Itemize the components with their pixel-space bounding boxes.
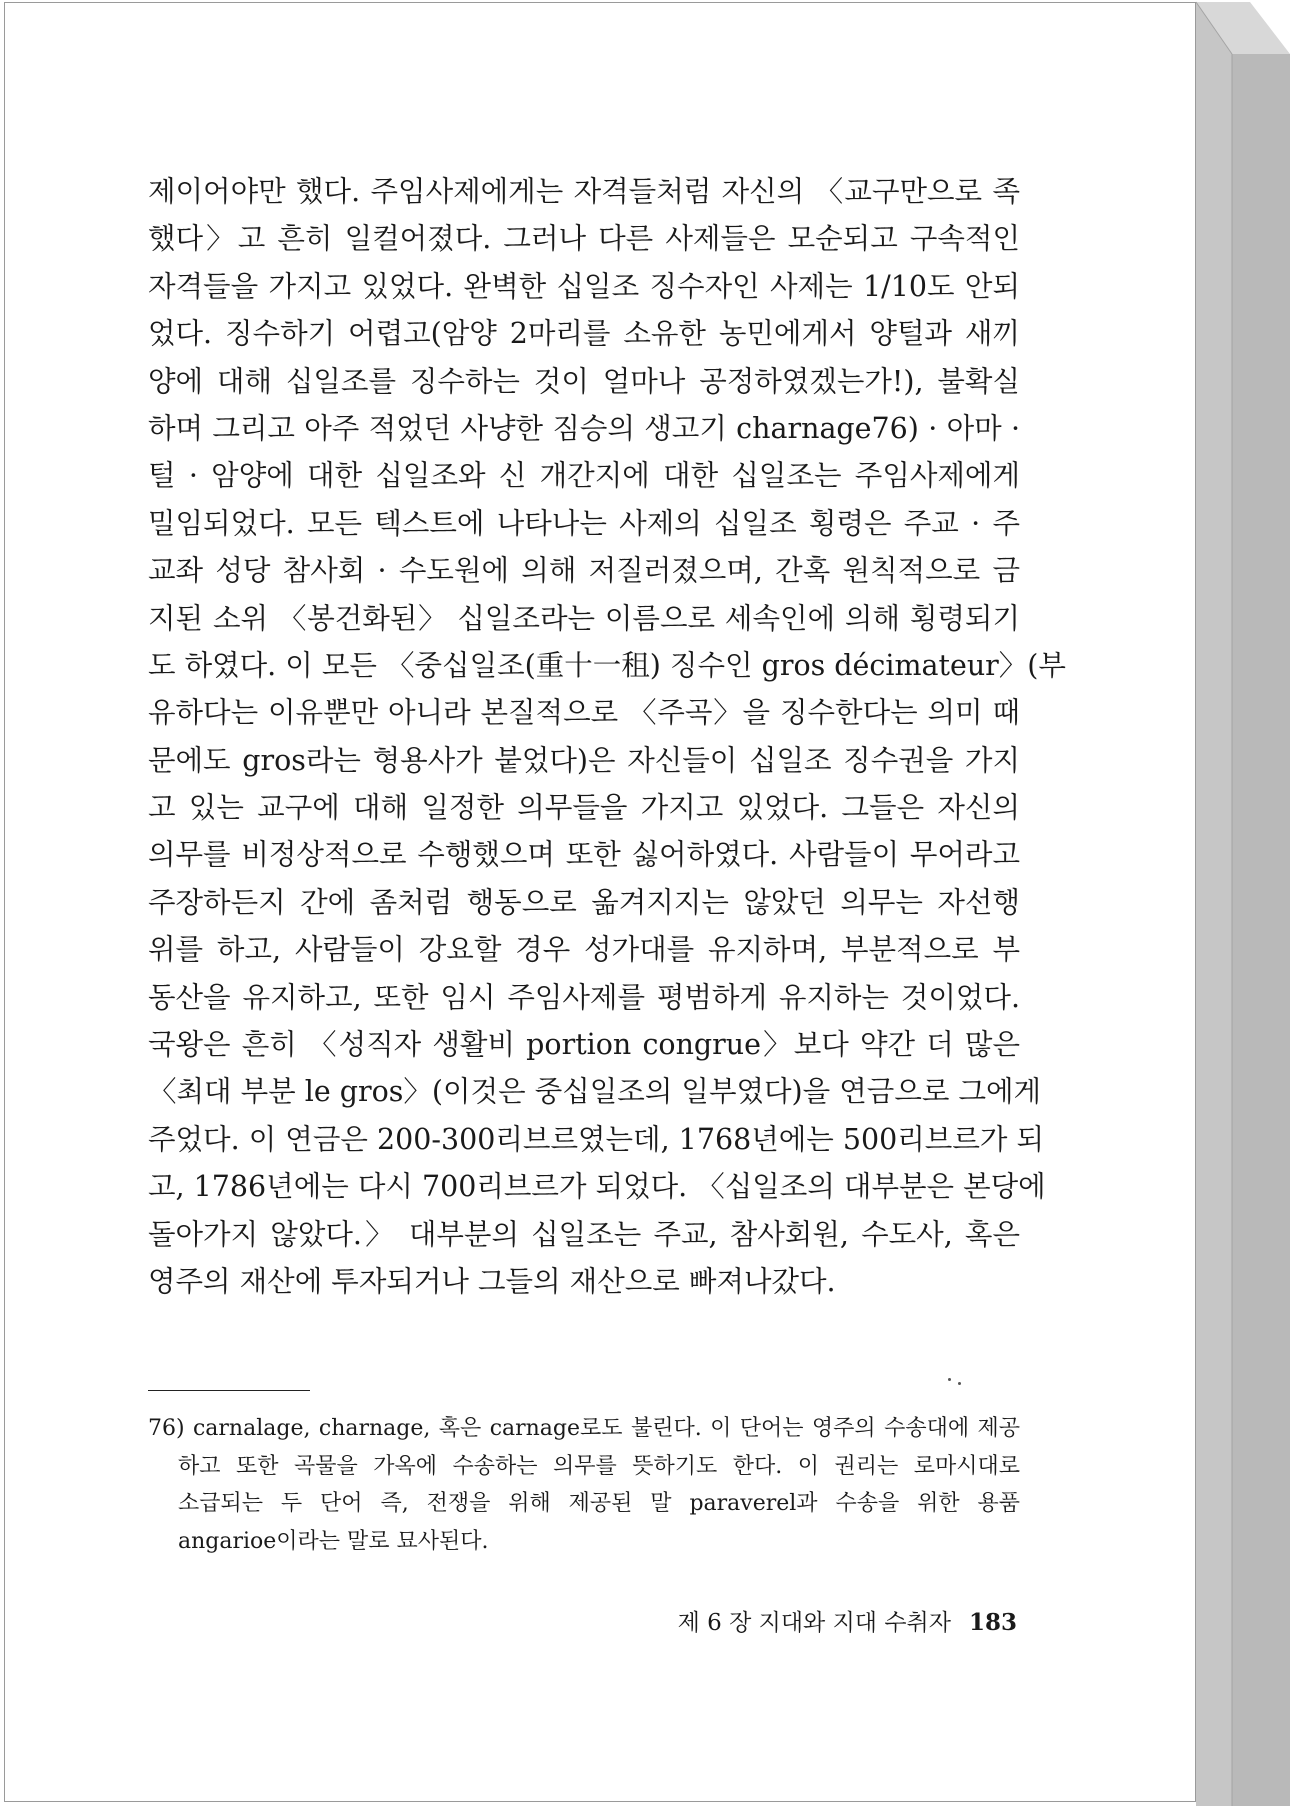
body-paragraph [148, 168, 1066, 1305]
text-line: 주었다. 이 연금은 200-300리브르였는데, 1768년에는 500리브르가 되 [148, 1122, 1044, 1156]
scan-speck [958, 1382, 961, 1385]
footnote-line: 하고 또한 곡물을 가옥에 수송하는 의무를 뜻하기도 한다. 이 권리는 로마시대로 [178, 1453, 1020, 1479]
text-line: 도 하였다. 이 모든 〈중십일조(重十一租) 징수인 gros décimateur〉(부 [148, 648, 1066, 682]
text-line: 교좌 성당 참사회 · 수도원에 의해 저질러졌으며, 간혹 원칙적으로 금 [148, 554, 1020, 588]
footnote-separator [148, 1390, 310, 1391]
footnote-line: angarioe이라는 말로 묘사된다. [178, 1528, 489, 1554]
text-line: 동산을 유지하고, 또한 임시 주임사제를 평범하게 유지하는 것이었다. [148, 980, 1020, 1014]
text-line: 었다. 징수하기 어렵고(암양 2마리를 소유한 농민에게서 양털과 새끼 [148, 317, 1020, 351]
spine-side-face [1196, 2, 1232, 1806]
text-line: 위를 하고, 사람들이 강요할 경우 성가대를 유지하며, 부분적으로 부 [148, 933, 1020, 967]
text-line: 했다〉고 흔히 일컬어졌다. 그러나 다른 사제들은 모순되고 구속적인 [148, 222, 1020, 256]
text-line: 돌아가지 않았다.〉 대부분의 십일조는 주교, 참사회원, 수도사, 혹은 [148, 1217, 1020, 1251]
text-line: 밀임되었다. 모든 텍스트에 나타나는 사제의 십일조 횡령은 주교 · 주 [148, 506, 1020, 540]
footnote-76 [148, 1410, 1020, 1560]
text-line: 의무를 비정상적으로 수행했으며 또한 싫어하였다. 사람들이 무어라고 [148, 838, 1020, 872]
chapter-title: 제 6 장 지대와 지대 수취자 [677, 1610, 951, 1636]
text-line: 하며 그리고 아주 적었던 사냥한 짐승의 생고기 charnage76) · 아마 · [148, 411, 1020, 445]
text-line: 유하다는 이유뿐만 아니라 본질적으로 〈주곡〉을 징수한다는 의미 때 [148, 696, 1020, 730]
text-line: 고, 1786년에는 다시 700리브르가 되었다. 〈십일조의 대부분은 본당에 [148, 1170, 1046, 1204]
page-number: 183 [968, 1609, 1017, 1636]
scan-speck [948, 1378, 951, 1381]
text-line: 양에 대해 십일조를 징수하는 것이 얼마나 공정하였겠는가!), 불확실 [148, 364, 1020, 398]
text-line: 고 있는 교구에 대해 일정한 의무들을 가지고 있었다. 그들은 자신의 [148, 791, 1020, 825]
footnote-line: 소급되는 두 단어 즉, 전쟁을 위해 제공된 말 paraverel과 수송을 위한 용품 [178, 1491, 1020, 1516]
text-line: 문에도 gros라는 형용사가 붙었다)은 자신들이 십일조 징수권을 가지 [148, 743, 1020, 777]
text-line: 자격들을 가지고 있었다. 완벽한 십일조 징수자인 사제는 1/10도 안되 [148, 269, 1020, 303]
text-line: 털 · 암양에 대한 십일조와 신 개간지에 대한 십일조는 주임사제에게 [148, 459, 1020, 493]
text-line: 지된 소위 〈봉건화된〉 십일조라는 이름으로 세속인에 의해 횡령되기 [148, 601, 1020, 635]
text-line: 〈최대 부분 le gros〉(이것은 중십일조의 일부였다)을 연금으로 그에게 [148, 1075, 1042, 1109]
text-line: 국왕은 흔히 〈성직자 생활비 portion congrue〉보다 약간 더 많은 [148, 1028, 1020, 1062]
footnote-line: 76) carnalage, charnage, 혹은 carnage로도 불린다. 이 단어는 영주의 수송대에 제공 [148, 1416, 1020, 1441]
running-footer [678, 1604, 1017, 1637]
text-line: 제이어야만 했다. 주임사제에게는 자격들처럼 자신의 〈교구만으로 족 [148, 175, 1020, 208]
spine-edge-face [1232, 54, 1290, 1806]
text-line: 주장하든지 간에 좀처럼 행동으로 옮겨지지는 않았던 의무는 자선행 [148, 885, 1020, 919]
text-line: 영주의 재산에 투자되거나 그들의 재산으로 빠져나갔다. [148, 1264, 836, 1298]
